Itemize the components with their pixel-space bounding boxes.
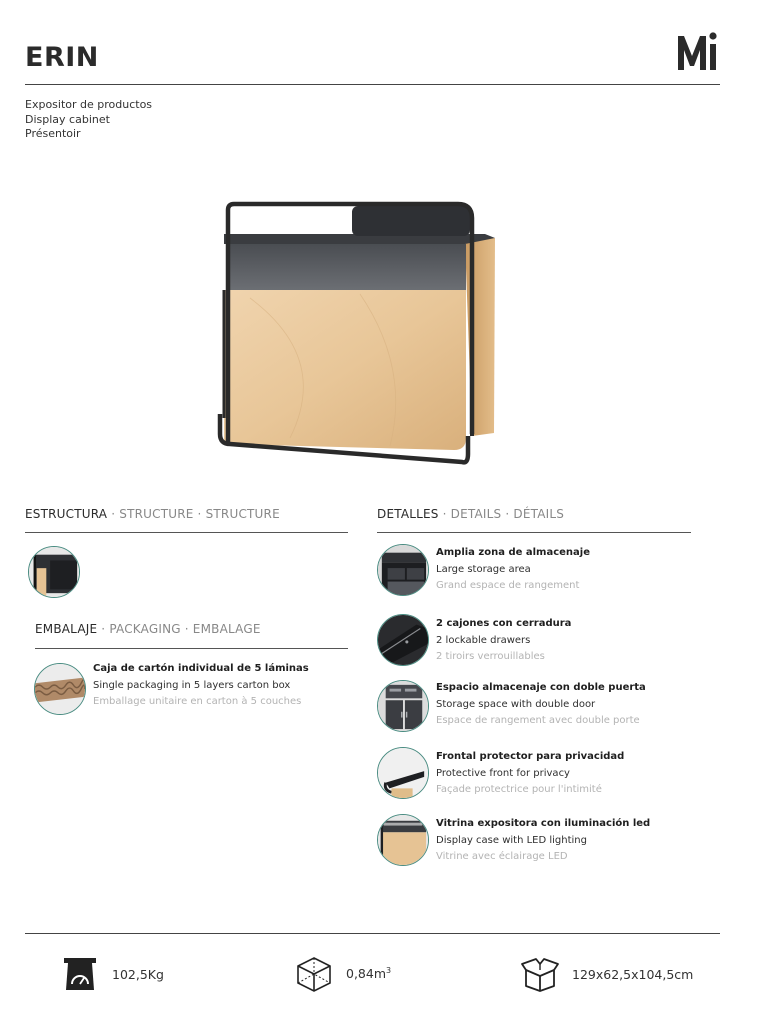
heading-separator: · [442, 507, 447, 521]
detail-text-fr: 2 tiroirs verrouillables [436, 651, 545, 662]
volume-exponent: 3 [386, 966, 392, 976]
detail-text-en: Storage space with double door [436, 698, 596, 710]
heading-separator: · [111, 507, 116, 521]
packaging-divider [35, 648, 348, 649]
detail-text-es: Frontal protector para privacidad [436, 751, 625, 762]
header-divider [25, 84, 720, 85]
heading-separator: · [197, 507, 202, 521]
detail-item-double-door [436, 680, 646, 730]
subtitle-es: Expositor de productos [25, 98, 153, 111]
packaging-item [93, 661, 309, 711]
subtitle-fr: Présentoir [25, 127, 81, 140]
product-image [210, 198, 510, 473]
brand-logo [676, 30, 720, 72]
detail-text-es: Amplia zona de almacenaje [436, 547, 590, 558]
details-heading-en: DETAILS [450, 507, 502, 521]
footer-divider [25, 933, 720, 934]
open-box-icon [520, 956, 560, 992]
storage-area-thumbnail [377, 544, 429, 596]
product-descriptions [25, 98, 152, 142]
detail-item-storage-area [436, 545, 590, 595]
packaging-heading-es: EMBALAJE [35, 622, 98, 636]
lockable-drawers-thumbnail [377, 614, 429, 666]
packaging-text-es: Caja de cartón individual de 5 láminas [93, 663, 309, 674]
volume-number: 0,84m [346, 966, 387, 982]
detail-text-en: Display case with LED lighting [436, 834, 587, 846]
led-display-thumbnail [377, 814, 429, 866]
volume-value [346, 966, 391, 981]
detail-text-fr: Vitrine avec éclairage LED [436, 851, 568, 862]
structure-heading [25, 507, 280, 521]
packaging-text-fr: Emballage unitaire en carton à 5 couches [93, 696, 302, 707]
packaging-heading-fr: EMBALAGE [192, 622, 261, 636]
heading-separator: · [184, 622, 189, 636]
detail-text-es: Vitrina expositora con iluminación led [436, 818, 651, 829]
details-divider [377, 532, 691, 533]
product-title: ERIN [25, 42, 99, 73]
packaging-heading [35, 622, 261, 636]
structure-thumbnail [28, 546, 80, 598]
detail-text-en: Protective front for privacy [436, 767, 570, 779]
scale-icon [60, 956, 100, 992]
cube-icon [294, 956, 334, 992]
detail-text-es: 2 cajones con cerradura [436, 618, 572, 629]
detail-text-en: 2 lockable drawers [436, 634, 531, 646]
heading-separator: · [101, 622, 106, 636]
detail-text-es: Espacio almacenaje con doble puerta [436, 682, 646, 693]
structure-heading-fr: STRUCTURE [205, 507, 280, 521]
heading-separator: · [505, 507, 510, 521]
detail-text-fr: Grand espace de rangement [436, 580, 580, 591]
details-heading [377, 507, 564, 521]
structure-heading-es: ESTRUCTURA [25, 507, 108, 521]
carton-thumbnail [34, 663, 86, 715]
detail-item-lockable-drawers [436, 616, 571, 666]
packaging-heading-en: PACKAGING [109, 622, 181, 636]
detail-text-fr: Espace de rangement avec double porte [436, 715, 640, 726]
detail-item-privacy-front [436, 749, 624, 799]
dimensions-value: 129x62,5x104,5cm [572, 966, 694, 982]
weight-spec [60, 956, 164, 992]
structure-heading-en: STRUCTURE [119, 507, 194, 521]
packaging-text-en: Single packaging in 5 layers carton box [93, 679, 291, 691]
volume-spec [294, 956, 391, 992]
privacy-front-thumbnail [377, 747, 429, 799]
details-heading-es: DETALLES [377, 507, 439, 521]
dimensions-spec [520, 956, 693, 992]
detail-text-fr: Façade protectrice pour l'intimité [436, 784, 602, 795]
structure-divider [25, 532, 348, 533]
detail-text-en: Large storage area [436, 563, 531, 575]
details-heading-fr: DÉTAILS [513, 507, 565, 521]
double-door-thumbnail [377, 680, 429, 732]
subtitle-en: Display cabinet [25, 112, 110, 126]
detail-item-led-display [436, 816, 650, 866]
weight-value: 102,5Kg [112, 966, 164, 982]
